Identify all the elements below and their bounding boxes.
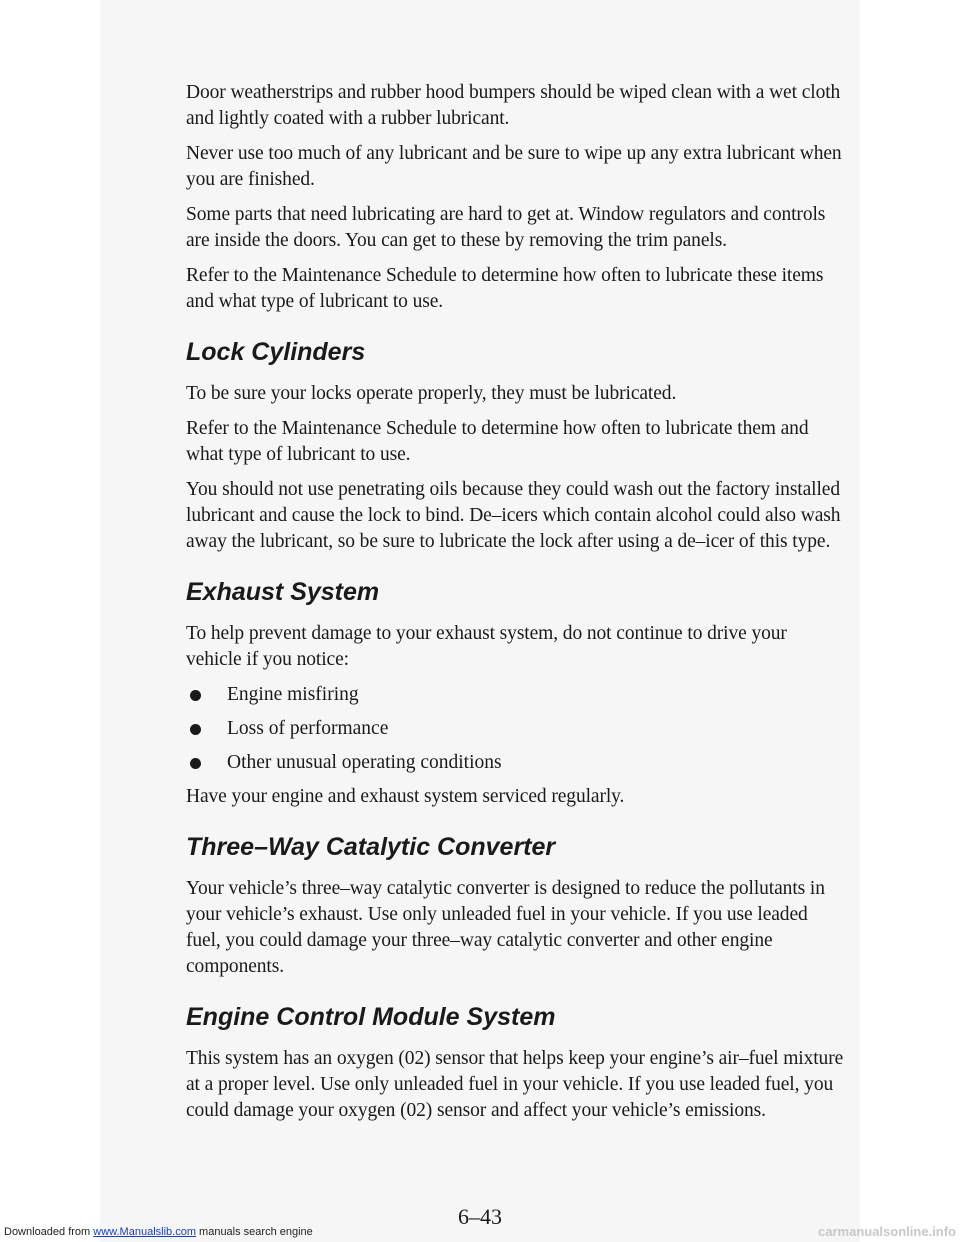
section-heading-catalytic-converter: Three–Way Catalytic Converter (186, 833, 556, 861)
page-number: 6–43 (458, 1204, 502, 1229)
download-footer (4, 1226, 313, 1238)
lock-paragraph: Refer to the Maintenance Schedule to determine how often to lubricate them and what type of lubricant to use. (186, 418, 809, 465)
list-item (186, 716, 846, 742)
section-heading-exhaust-system: Exhaust System (186, 578, 380, 606)
manualslib-link[interactable]: www.Manualslib.com (93, 1226, 196, 1238)
section-heading-engine-control: Engine Control Module System (186, 1003, 556, 1031)
list-item-text: Loss of performance (227, 718, 389, 739)
exhaust-intro: To help prevent damage to your exhaust system, do not continue to drive your vehicle if you notice: (186, 623, 787, 670)
page-content (186, 80, 846, 1133)
list-item (186, 750, 846, 776)
lock-paragraph: To be sure your locks operate properly, they must be lubricated. (186, 383, 677, 404)
watermark: carmanualsonline.info (818, 1224, 956, 1239)
intro-paragraph: Some parts that need lubricating are hard to get at. Window regulators and controls are inside the doors. You can get to these by removing the trim panels. (186, 204, 826, 251)
footer-prefix: Downloaded from (4, 1226, 94, 1238)
bullet-icon (190, 690, 201, 701)
section-heading-lock-cylinders: Lock Cylinders (186, 338, 366, 366)
exhaust-closing: Have your engine and exhaust system serviced regularly. (186, 786, 625, 807)
list-item (186, 682, 846, 708)
intro-paragraph: Never use too much of any lubricant and be sure to wipe up any extra lubricant when you are finished. (186, 143, 842, 190)
catalytic-paragraph: Your vehicle’s three–way catalytic converter is designed to reduce the pollutants in your vehicle’s exhaust. Use only unleaded fuel in your vehicle. If you use leaded fuel, you could damage your three–way catalytic converter and other engine components. (186, 878, 825, 977)
bullet-icon (190, 724, 201, 735)
exhaust-warning-list (186, 682, 846, 776)
list-item-text: Other unusual operating conditions (227, 752, 502, 773)
intro-paragraph: Refer to the Maintenance Schedule to determine how often to lubricate these items and what type of lubricant to use. (186, 265, 824, 312)
engine-control-paragraph: This system has an oxygen (02) sensor that helps keep your engine’s air–fuel mixture at a proper level. Use only unleaded fuel in your vehicle. If you use leaded fuel, you could damage your oxygen (02) sensor and affect your vehicle’s emissions. (186, 1048, 844, 1121)
lock-paragraph: You should not use penetrating oils because they could wash out the factory installed lubricant and cause the lock to bind. De–icers which contain alcohol could also wash away the lubricant, so be sure to lubricate the lock after using a de–icer of this type. (186, 479, 841, 552)
list-item-text: Engine misfiring (227, 684, 359, 705)
intro-paragraph: Door weatherstrips and rubber hood bumpers should be wiped clean with a wet cloth and lightly coated with a rubber lubricant. (186, 82, 841, 129)
footer-suffix: manuals search engine (195, 1226, 313, 1238)
bullet-icon (190, 758, 201, 769)
